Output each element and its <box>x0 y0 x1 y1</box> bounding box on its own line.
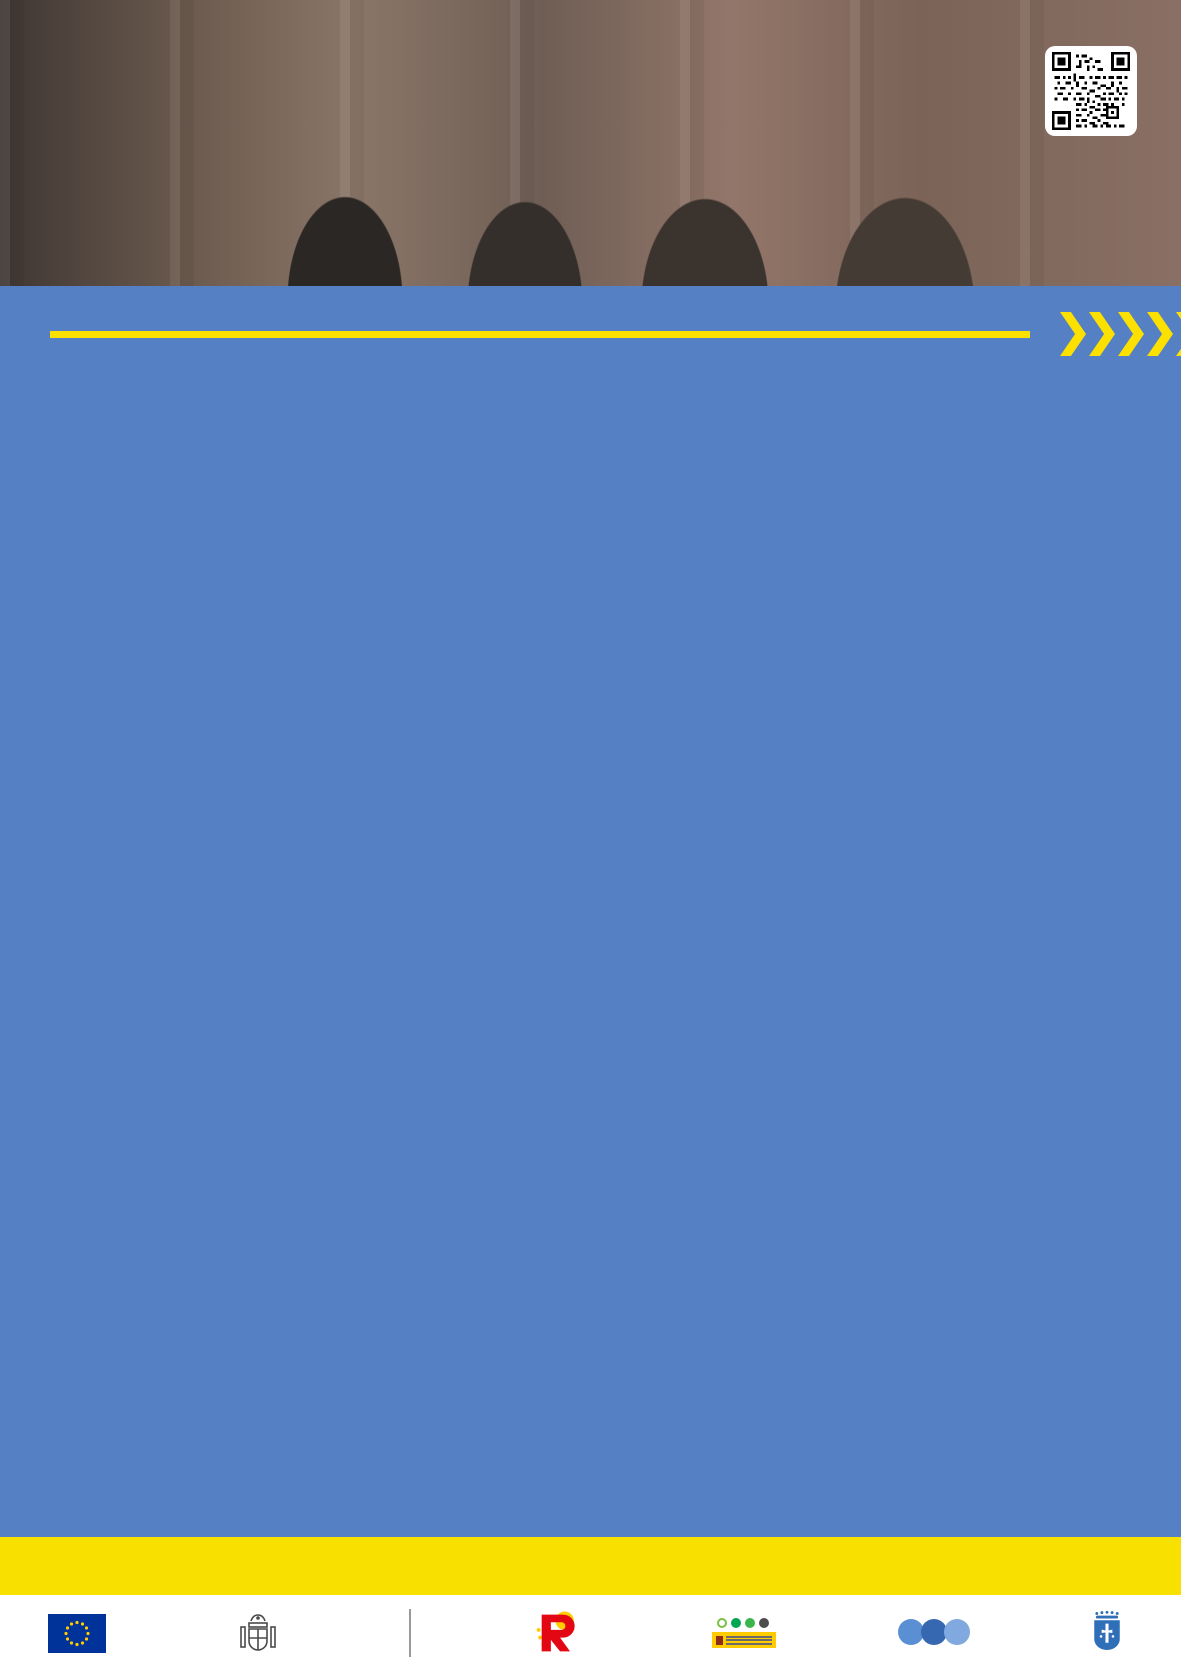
heading-rule-line <box>50 331 1030 338</box>
plan-recuperacion-group <box>534 1610 589 1656</box>
gobierno-mini-banner <box>712 1632 776 1648</box>
transporte-dot-icon <box>745 1618 755 1628</box>
transporte-publico-group <box>712 1618 776 1648</box>
chevron-right-icon <box>1118 312 1144 356</box>
cta-logo-group <box>898 1619 967 1648</box>
mini-crest-icon <box>716 1636 723 1645</box>
chevron-right-icon <box>1147 312 1173 356</box>
plan-recuperacion-tr-icon <box>534 1610 580 1656</box>
eu-flag-icon <box>48 1614 106 1653</box>
chevron-right-icon <box>1176 312 1181 356</box>
eu-logo-group <box>48 1614 115 1653</box>
route-banner <box>0 1537 1181 1595</box>
footer <box>0 1595 1181 1671</box>
transporte-dot-icon <box>717 1618 727 1628</box>
asturias-shield-icon <box>1090 1610 1124 1656</box>
footer-divider <box>409 1609 411 1657</box>
transporte-dot-icon <box>759 1618 769 1628</box>
transporte-dot-icon <box>731 1618 741 1628</box>
chevron-right-icon <box>1089 312 1115 356</box>
qr-code[interactable] <box>1045 46 1137 136</box>
qr-code-icon <box>1052 52 1130 130</box>
asturias-logo-group <box>1090 1610 1133 1656</box>
chevron-right-icon <box>1060 312 1086 356</box>
chevrons <box>1057 312 1181 356</box>
hero-section <box>0 0 1181 286</box>
ministerio-logo-group <box>238 1611 287 1655</box>
spain-coat-of-arms-icon <box>238 1611 278 1655</box>
timetable-section <box>0 286 1181 1537</box>
heading-rule <box>50 312 1181 356</box>
cta-letter-a <box>944 1619 970 1645</box>
